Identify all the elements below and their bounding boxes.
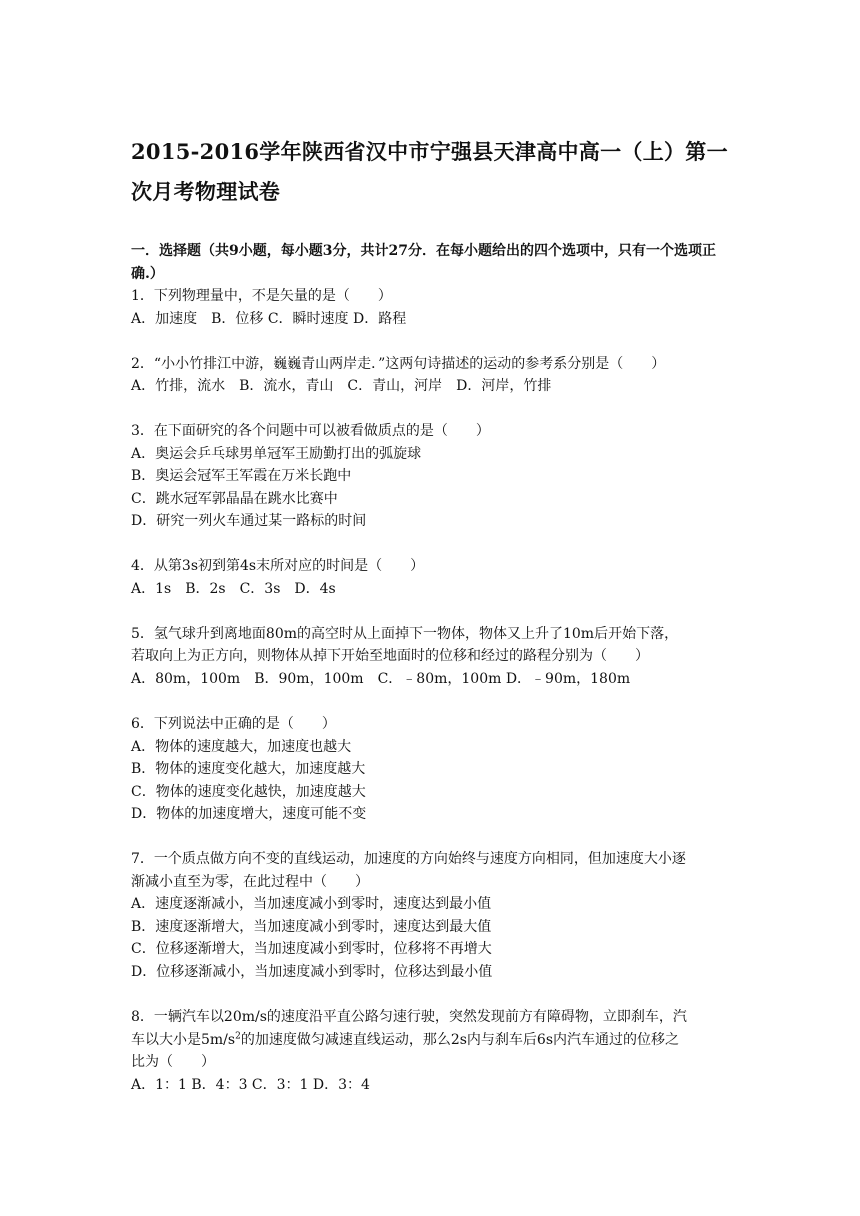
question-6-option-a: A．物体的速度越大，加速度也越大 (131, 739, 352, 755)
question-6-option-d: D．物体的加速度增大，速度可能不变 (131, 806, 367, 822)
question-6-stem: 6．下列说法中正确的是（ ） (131, 716, 336, 732)
question-6-option-c: C．物体的速度变化越快，加速度越大 (131, 784, 366, 800)
question-5-stem-line-2: 若取向上为正方向，则物体从掉下开始至地面时的位移和经过的路程分别为（ ） (131, 648, 649, 664)
question-7-option-c: C．位移逐渐增大，当加速度减小到零时，位移将不再增大 (131, 941, 492, 957)
question-3-option-a: A．奥运会乒乓球男单冠军王励勤打出的弧旋球 (131, 446, 422, 462)
question-6-option-b: B．物体的速度变化越大，加速度越大 (131, 761, 366, 777)
question-1-stem: 1．下列物理量中，不是矢量的是（ ） (131, 288, 392, 304)
question-3-option-c: C．跳水冠军郭晶晶在跳水比赛中 (131, 491, 338, 507)
question-7-stem-line-1: 7．一个质点做方向不变的直线运动，加速度的方向始终与速度方向相同，但加速度大小逐 (131, 851, 686, 867)
question-8-stem-line-3: 比为（ ） (131, 1054, 215, 1070)
exponent-superscript: 2 (235, 1031, 241, 1042)
question-7-stem-line-2: 渐减小直至为零，在此过程中（ ） (131, 874, 369, 890)
question-3-stem: 3．在下面研究的各个问题中可以被看做质点的是（ ） (131, 423, 490, 439)
question-4-options: A．1s B．2s C．3s D．4s (131, 581, 336, 597)
question-3-option-d: D．研究一列火车通过某一路标的时间 (131, 513, 367, 529)
question-8-stem-line-2-part-a: 车以大小是5m/s (131, 1032, 236, 1048)
page-title: 2015-2016学年陕西省汉中市宁强县天津高中高一（上）第一次月考物理试卷 (131, 139, 728, 204)
question-8-stem-line-1: 8．一辆汽车以20m/s的速度沿平直公路匀速行驶，突然发现前方有障碍物，立即刹车，汽 (131, 1009, 687, 1025)
question-7-option-b: B．速度逐渐增大，当加速度减小到零时，速度达到最大值 (131, 919, 492, 935)
question-2-options: A．竹排，流水 B．流水，青山 C．青山，河岸 D．河岸，竹排 (131, 378, 552, 394)
question-2-stem: 2．“小小竹排江中游，巍巍青山两岸走．”这两句诗描述的运动的参考系分别是（ ） (131, 356, 666, 372)
question-4-stem: 4．从第3s初到第4s末所对应的时间是（ ） (131, 558, 425, 574)
question-8-stem-line-2-part-b: 的加速度做匀减速直线运动，那么2s内与刹车后6s内汽车通过的位移之 (240, 1032, 680, 1048)
question-5-options: A．80m，100m B．90m，100m C．﹣80m，100m D．﹣90m，180m (131, 671, 631, 687)
question-3-option-b: B．奥运会冠军王军霞在万米长跑中 (131, 468, 352, 484)
section-heading: 一．选择题（共9小题，每小题3分，共计27分．在每小题给出的四个选项中，只有一个选项正确.） (131, 243, 716, 282)
question-1-options: A．加速度 B．位移 C．瞬时速度 D．路程 (131, 311, 407, 327)
question-7-option-d: D．位移逐渐减小，当加速度减小到零时，位移达到最小值 (131, 964, 493, 980)
question-7-option-a: A．速度逐渐减小，当加速度减小到零时，速度达到最小值 (131, 896, 492, 912)
question-8-options: A．1：1 B．4：3 C．3：1 D．3：4 (131, 1077, 370, 1093)
question-8-stem-line-2 (131, 1030, 679, 1050)
question-5-stem-line-1: 5．氢气球升到离地面80m的高空时从上面掉下一物体，物体又上升了10m后开始下落， (131, 626, 679, 642)
